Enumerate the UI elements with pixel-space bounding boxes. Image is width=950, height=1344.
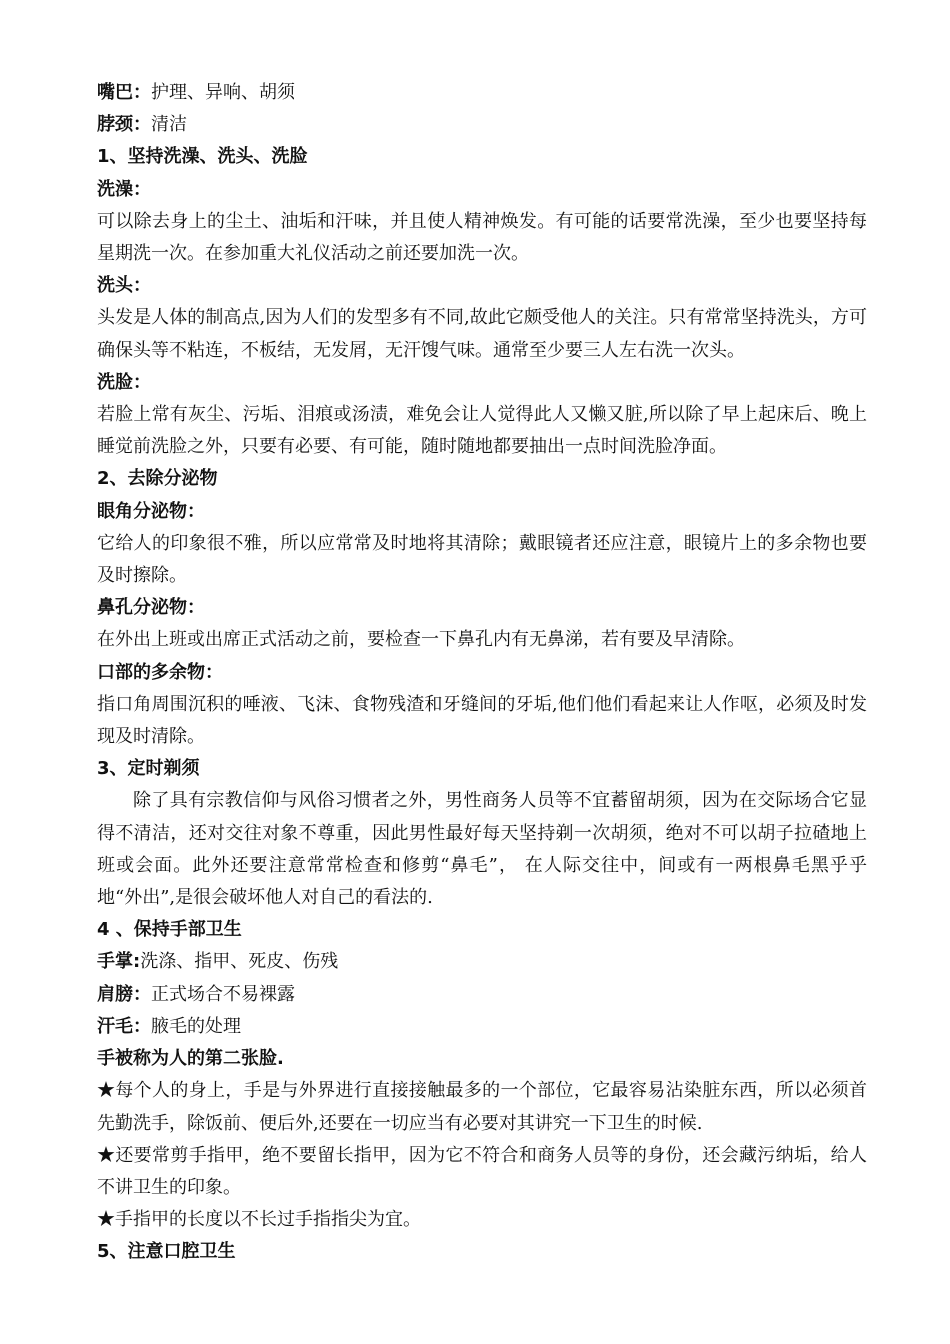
paragraph-hair-wash: 头发是人体的制高点,因为人们的发型多有不同,故此它颇受他人的关注。只有常常坚持洗头，方可确保头等不粘连，不板结，无发屑，无汗馊气味。通常至少要三人左右洗一次头。	[97, 307, 867, 361]
star-paragraph-nail-length: ★手指甲的长度以不长过手指指尖为宜。	[97, 1209, 421, 1231]
star-paragraph-nail-trim: ★还要常剪手指甲，绝不要留长指甲，因为它不符合和商务人员等的身份，还会藏污纳垢，给人不讲卫生的印象。	[97, 1144, 867, 1198]
subheading-mouth-residue: 口部的多余物：	[97, 661, 223, 683]
body-hair-text: 腋毛的处理	[151, 1015, 241, 1037]
paragraph-nose-secretion: 在外出上班或出席正式活动之前，要检查一下鼻孔内有无鼻涕，若有要及早清除。	[97, 629, 745, 651]
hand-second-face-heading: 手被称为人的第二张脸.	[97, 1048, 284, 1070]
subheading-eye-secretion: 眼角分泌物：	[97, 500, 205, 522]
star-paragraph-hand-wash: ★每个人的身上，手是与外界进行直接接触最多的一个部位，它最容易沾染脏东西，所以必须首先勤洗手，除饭前、便后外,还要在一切应当有必要对其讲究一下卫生的时候.	[97, 1080, 867, 1134]
document-body	[97, 77, 867, 1269]
palm-label: 手掌:	[97, 951, 141, 973]
subheading-nose-secretion: 鼻孔分泌物：	[97, 597, 205, 619]
subheading-face-wash: 洗脸：	[97, 371, 151, 393]
palm-line	[97, 946, 867, 978]
paragraph-mouth-residue: 指口角周围沉积的唾液、飞沫、食物残渣和牙缝间的牙垢,他们他们看起来让人作呕，必须及时发现及时清除。	[97, 693, 867, 748]
paragraph-eye-secretion: 它给人的印象很不雅，所以应常常及时地将其清除；戴眼镜者还应注意，眼镜片上的多余物也要及时擦除。	[97, 532, 867, 587]
shoulder-text: 正式场合不易裸露	[151, 983, 295, 1005]
subheading-hair-wash: 洗头：	[97, 275, 151, 297]
paragraph-shaving: 除了具有宗教信仰与风俗习惯者之外，男性商务人员等不宜蓄留胡须，因为在交际场合它显得不清洁，还对交往对象不尊重，因此男性最好每天坚持剃一次胡须，绝对不可以胡子拉碴地上班或会面。此外还要注意常常检查和修剪“鼻毛”， 在人际交往中，间或有一两根鼻毛黑乎乎地“外出”,是很会破坏他人对自己的看法的.	[97, 790, 867, 909]
palm-text: 洗涤、指甲、死皮、伤残	[140, 951, 339, 973]
shoulder-label: 肩膀：	[97, 983, 151, 1005]
shoulder-line	[97, 979, 867, 1011]
section-heading-5: 5、注意口腔卫生	[97, 1241, 236, 1263]
section-heading-2: 2、去除分泌物	[97, 468, 218, 490]
neck-label: 脖颈：	[97, 114, 151, 136]
neck-line	[97, 109, 867, 141]
subheading-bath: 洗澡：	[97, 178, 151, 200]
body-hair-label: 汗毛：	[97, 1015, 151, 1037]
section-heading-1: 1、坚持洗澡、洗头、洗脸	[97, 146, 308, 168]
section-heading-3: 3、定时剃须	[97, 758, 200, 780]
body-hair-line	[97, 1011, 867, 1043]
mouth-line	[97, 77, 867, 109]
paragraph-face-wash: 若脸上常有灰尘、污垢、泪痕或汤渍，难免会让人觉得此人又懒又脏,所以除了早上起床后、晚上睡觉前洗脸之外，只要有必要、有可能，随时随地都要抽出一点时间洗脸净面。	[97, 404, 867, 458]
paragraph-bath: 可以除去身上的尘土、油垢和汗味，并且使人精神焕发。有可能的话要常洗澡，至少也要坚持每星期洗一次。在参加重大礼仪活动之前还要加洗一次。	[97, 210, 867, 265]
neck-text: 清洁	[151, 114, 187, 136]
mouth-label: 嘴巴：	[97, 82, 151, 103]
mouth-text: 护理、异响、胡须	[151, 82, 295, 103]
section-heading-4: 4 、保持手部卫生	[97, 919, 242, 941]
